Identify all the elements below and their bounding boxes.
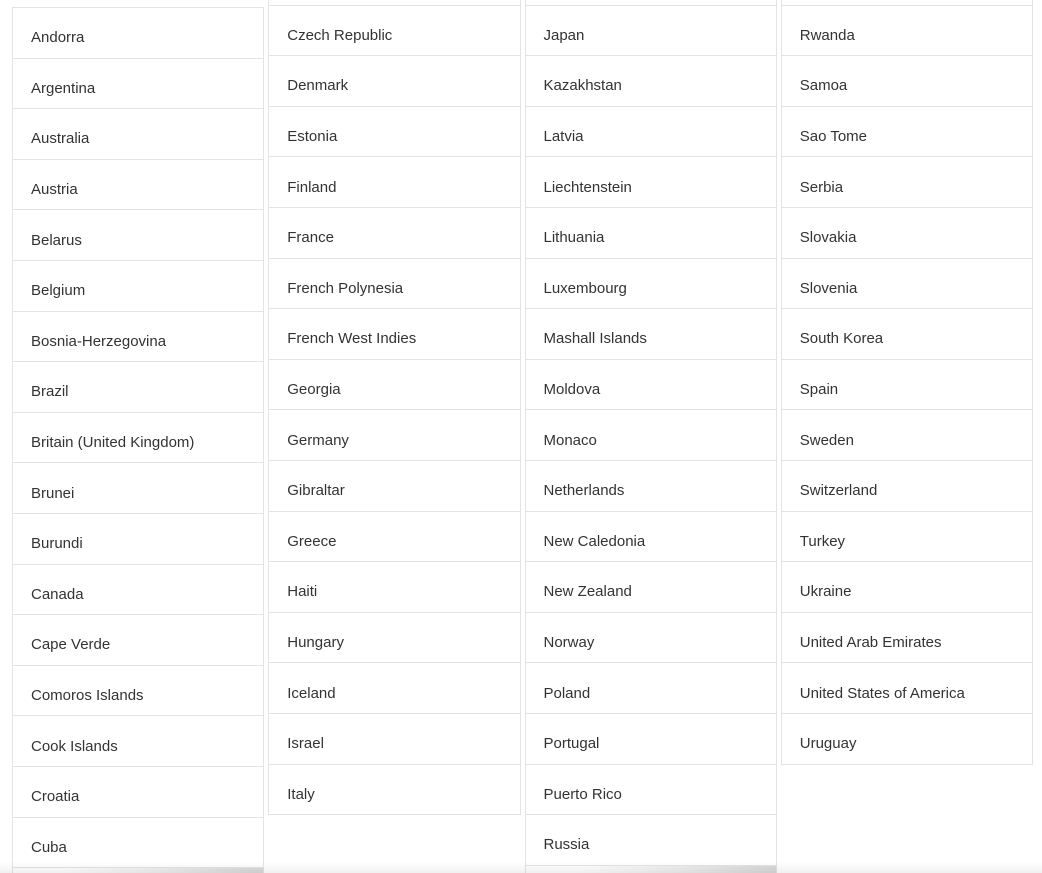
country-cell-britain-united-kingdom[interactable]: Britain (United Kingdom) — [12, 412, 264, 464]
country-cell-finland[interactable]: Finland — [268, 156, 520, 208]
country-cell-lithuania[interactable]: Lithuania — [525, 207, 777, 259]
country-cell-gibraltar[interactable]: Gibraltar — [268, 460, 520, 512]
country-cell-denmark[interactable]: Denmark — [268, 55, 520, 107]
country-cell-austria[interactable]: Austria — [12, 159, 264, 211]
country-cell-belgium[interactable]: Belgium — [12, 260, 264, 312]
country-cell-united-states-of-america[interactable]: United States of America — [781, 662, 1033, 714]
country-cell-italy[interactable]: Italy — [268, 764, 520, 816]
country-cell-canada[interactable]: Canada — [12, 564, 264, 616]
country-cell-israel[interactable]: Israel — [268, 713, 520, 765]
country-cell-croatia[interactable]: Croatia — [12, 766, 264, 818]
country-cell-cook-islands[interactable]: Cook Islands — [12, 715, 264, 767]
country-cell-brazil[interactable]: Brazil — [12, 361, 264, 413]
partial-row-bottom — [525, 865, 777, 873]
country-cell-mashall-islands[interactable]: Mashall Islands — [525, 308, 777, 360]
country-cell-new-caledonia[interactable]: New Caledonia — [525, 511, 777, 563]
country-cell-switzerland[interactable]: Switzerland — [781, 460, 1033, 512]
country-grid — [12, 0, 1033, 873]
country-cell-sao-tome[interactable]: Sao Tome — [781, 106, 1033, 158]
country-cell-cape-verde[interactable]: Cape Verde — [12, 614, 264, 666]
country-cell-sweden[interactable]: Sweden — [781, 409, 1033, 461]
partial-row-bottom — [12, 867, 264, 873]
country-cell-serbia[interactable]: Serbia — [781, 156, 1033, 208]
country-cell-argentina[interactable]: Argentina — [12, 58, 264, 110]
country-cell-samoa[interactable]: Samoa — [781, 55, 1033, 107]
country-cell-uruguay[interactable]: Uruguay — [781, 713, 1033, 765]
country-cell-bosnia-herzegovina[interactable]: Bosnia-Herzegovina — [12, 311, 264, 363]
country-cell-french-polynesia[interactable]: French Polynesia — [268, 258, 520, 310]
country-cell-poland[interactable]: Poland — [525, 662, 777, 714]
country-cell-czech-republic[interactable]: Czech Republic — [268, 5, 520, 57]
country-cell-belarus[interactable]: Belarus — [12, 209, 264, 261]
country-cell-burundi[interactable]: Burundi — [12, 513, 264, 565]
country-cell-japan[interactable]: Japan — [525, 5, 777, 57]
country-cell-slovakia[interactable]: Slovakia — [781, 207, 1033, 259]
country-cell-puerto-rico[interactable]: Puerto Rico — [525, 764, 777, 816]
country-cell-brunei[interactable]: Brunei — [12, 462, 264, 514]
country-cell-australia[interactable]: Australia — [12, 108, 264, 160]
country-cell-liechtenstein[interactable]: Liechtenstein — [525, 156, 777, 208]
country-cell-monaco[interactable]: Monaco — [525, 409, 777, 461]
country-column-3 — [525, 0, 777, 873]
country-column-1 — [12, 0, 264, 873]
country-cell-comoros-islands[interactable]: Comoros Islands — [12, 665, 264, 717]
country-cell-germany[interactable]: Germany — [268, 409, 520, 461]
country-cell-russia[interactable]: Russia — [525, 814, 777, 866]
country-cell-haiti[interactable]: Haiti — [268, 561, 520, 613]
country-cell-netherlands[interactable]: Netherlands — [525, 460, 777, 512]
country-cell-kazakhstan[interactable]: Kazakhstan — [525, 55, 777, 107]
country-cell-latvia[interactable]: Latvia — [525, 106, 777, 158]
country-cell-france[interactable]: France — [268, 207, 520, 259]
country-cell-south-korea[interactable]: South Korea — [781, 308, 1033, 360]
country-cell-luxembourg[interactable]: Luxembourg — [525, 258, 777, 310]
country-cell-turkey[interactable]: Turkey — [781, 511, 1033, 563]
country-cell-french-west-indies[interactable]: French West Indies — [268, 308, 520, 360]
country-cell-rwanda[interactable]: Rwanda — [781, 5, 1033, 57]
country-cell-norway[interactable]: Norway — [525, 612, 777, 664]
country-cell-hungary[interactable]: Hungary — [268, 612, 520, 664]
country-cell-slovenia[interactable]: Slovenia — [781, 258, 1033, 310]
country-column-2 — [268, 0, 520, 815]
country-column-4 — [781, 0, 1033, 765]
country-cell-greece[interactable]: Greece — [268, 511, 520, 563]
country-cell-cuba[interactable]: Cuba — [12, 817, 264, 869]
country-cell-georgia[interactable]: Georgia — [268, 359, 520, 411]
country-cell-iceland[interactable]: Iceland — [268, 662, 520, 714]
country-cell-united-arab-emirates[interactable]: United Arab Emirates — [781, 612, 1033, 664]
country-cell-portugal[interactable]: Portugal — [525, 713, 777, 765]
country-cell-new-zealand[interactable]: New Zealand — [525, 561, 777, 613]
country-cell-estonia[interactable]: Estonia — [268, 106, 520, 158]
country-cell-ukraine[interactable]: Ukraine — [781, 561, 1033, 613]
country-cell-andorra[interactable]: Andorra — [12, 7, 264, 59]
country-cell-moldova[interactable]: Moldova — [525, 359, 777, 411]
country-cell-spain[interactable]: Spain — [781, 359, 1033, 411]
